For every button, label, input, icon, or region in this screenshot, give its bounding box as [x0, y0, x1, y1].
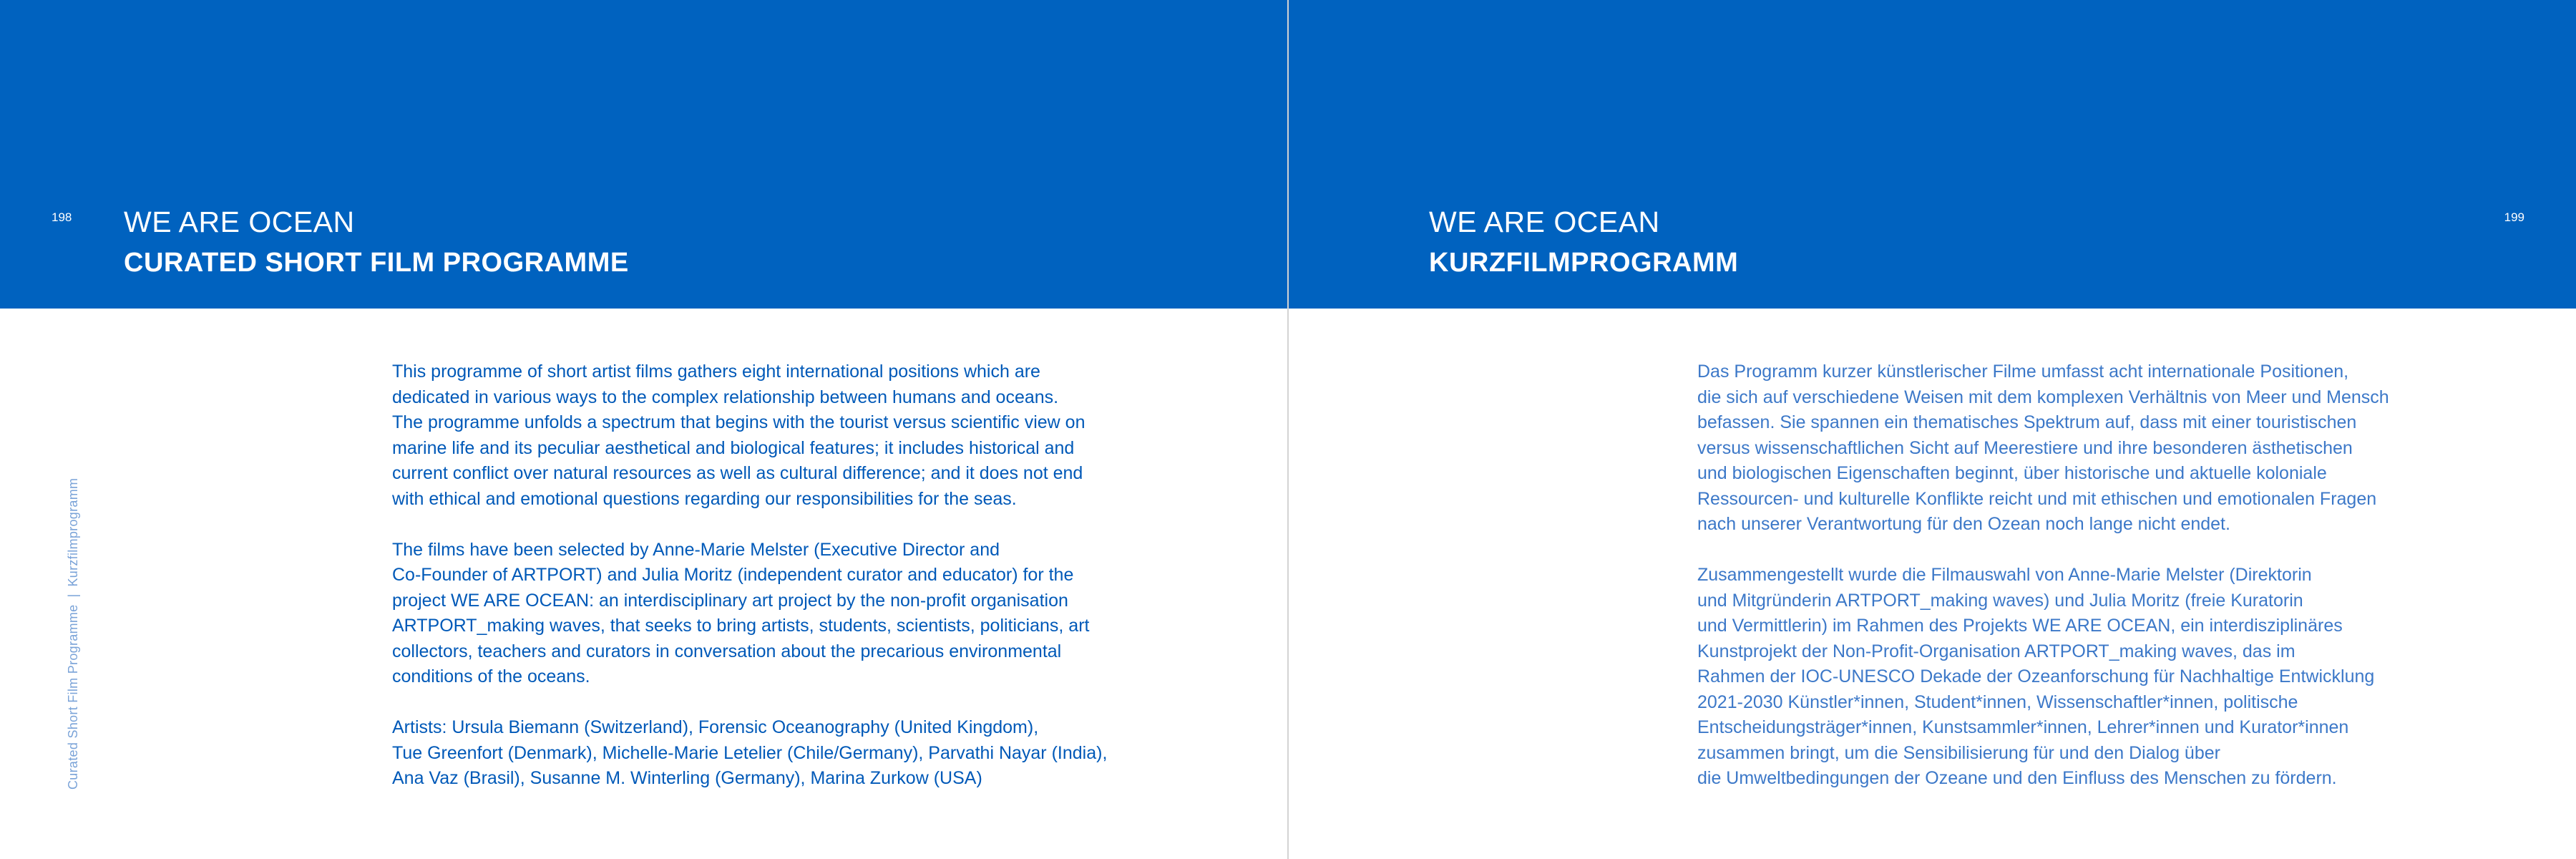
paragraph-artists: [392, 715, 1201, 792]
text-line: current conflict over natural resources as well as cultural difference; and it does not end: [392, 463, 1083, 483]
title-line-2: KURZFILMPROGRAMM: [1429, 248, 1739, 278]
text-line: dedicated in various ways to the complex relationship between humans and oceans.: [392, 387, 1059, 407]
text-line: conditions of the oceans.: [392, 666, 590, 686]
side-label-separator: |: [66, 593, 80, 598]
text-line: with ethical and emotional questions regarding our responsibilities for the seas.: [392, 488, 1017, 509]
text-line: Rahmen der IOC-UNESCO Dekade der Ozeanforschung für Nachhaltige Entwicklung: [1697, 666, 2375, 686]
page-title: [1429, 202, 1738, 283]
text-line: die Umweltbedingungen der Ozeane und den Einfluss des Menschen zu fördern.: [1697, 768, 2337, 788]
text-line: The films have been selected by Anne-Marie Melster (Executive Director and: [392, 539, 1000, 560]
header-band: [1289, 0, 2576, 309]
text-line: 2021-2030 Künstler*innen, Student*innen, Wissenschaftler*innen, politische: [1697, 691, 2298, 712]
text-line: collectors, teachers and curators in conversation about the precarious environmental: [392, 641, 1062, 661]
paragraph-intro: [392, 359, 1201, 512]
text-line: Artists: Ursula Biemann (Switzerland), Forensic Oceanography (United Kingdom),: [392, 717, 1039, 737]
text-line: und Vermittlerin) im Rahmen des Projekts WE ARE OCEAN, ein interdisziplinäres: [1697, 616, 2343, 636]
text-line: befassen. Sie spannen ein thematisches Spektrum auf, dass mit einer touristischen: [1697, 412, 2357, 432]
title-line-1: WE ARE OCEAN: [124, 205, 355, 238]
title-line-1: WE ARE OCEAN: [1429, 205, 1660, 238]
body-text-german: [1697, 359, 2506, 817]
text-line: This programme of short artist films gathers eight international positions which are: [392, 361, 1040, 382]
left-page: [0, 0, 1287, 859]
page-number: 199: [2504, 210, 2524, 224]
text-line: die sich auf verschiedene Weisen mit dem komplexen Verhältnis von Meer und Mensch: [1697, 387, 2389, 407]
text-line: nach unserer Verantwortung für den Ozean noch lange nicht endet.: [1697, 514, 2230, 534]
side-label-german: Kurzfilmprogramm: [66, 477, 80, 587]
page-title: [124, 202, 629, 283]
text-line: versus wissenschaftlichen Sicht auf Meerestiere und ihre besonderen ästhetischen: [1697, 437, 2353, 458]
text-line: ARTPORT_making waves, that seeks to bring artists, students, scientists, politicians, art: [392, 616, 1090, 636]
side-running-label: [66, 478, 81, 790]
text-line: Tue Greenfort (Denmark), Michelle-Marie Letelier (Chile/Germany), Parvathi Nayar (India),: [392, 742, 1108, 763]
title-line-2: CURATED SHORT FILM PROGRAMME: [124, 248, 629, 278]
side-label-english: Curated Short Film Programme: [66, 604, 80, 790]
text-line: und biologischen Eigenschaften beginnt, über historische und aktuelle koloniale: [1697, 463, 2327, 483]
paragraph-selection: [392, 538, 1201, 690]
paragraph-intro: [1697, 359, 2506, 538]
text-line: project WE ARE OCEAN: an interdisciplinary art project by the non-profit organisation: [392, 590, 1068, 611]
text-line: The programme unfolds a spectrum that begins with the tourist versus scientific view on: [392, 412, 1085, 432]
text-line: Zusammengestellt wurde die Filmauswahl von Anne-Marie Melster (Direktorin: [1697, 565, 2312, 585]
text-line: Ana Vaz (Brasil), Susanne M. Winterling (Germany), Marina Zurkow (USA): [392, 768, 982, 788]
right-page: [1289, 0, 2576, 859]
header-band: [0, 0, 1287, 309]
text-line: zusammen bringt, um die Sensibilisierung für und den Dialog über: [1697, 742, 2220, 763]
paragraph-selection: [1697, 563, 2506, 792]
body-text-english: [392, 359, 1201, 817]
text-line: Kunstprojekt der Non-Profit-Organisation ARTPORT_making waves, das im: [1697, 641, 2296, 661]
text-line: und Mitgründerin ARTPORT_making waves) und Julia Moritz (freie Kuratorin: [1697, 590, 2303, 611]
text-line: marine life and its peculiar aesthetical and biological features; it includes historical and: [392, 437, 1075, 458]
text-line: Co-Founder of ARTPORT) and Julia Moritz (independent curator and educator) for the: [392, 565, 1074, 585]
page-number: 198: [52, 210, 72, 224]
text-line: Ressourcen- und kulturelle Konflikte reicht und mit ethischen und emotionalen Fragen: [1697, 488, 2377, 509]
text-line: Das Programm kurzer künstlerischer Filme umfasst acht internationale Positionen,: [1697, 361, 2349, 382]
text-line: Entscheidungsträger*innen, Kunstsammler*innen, Lehrer*innen und Kurator*innen: [1697, 717, 2349, 737]
